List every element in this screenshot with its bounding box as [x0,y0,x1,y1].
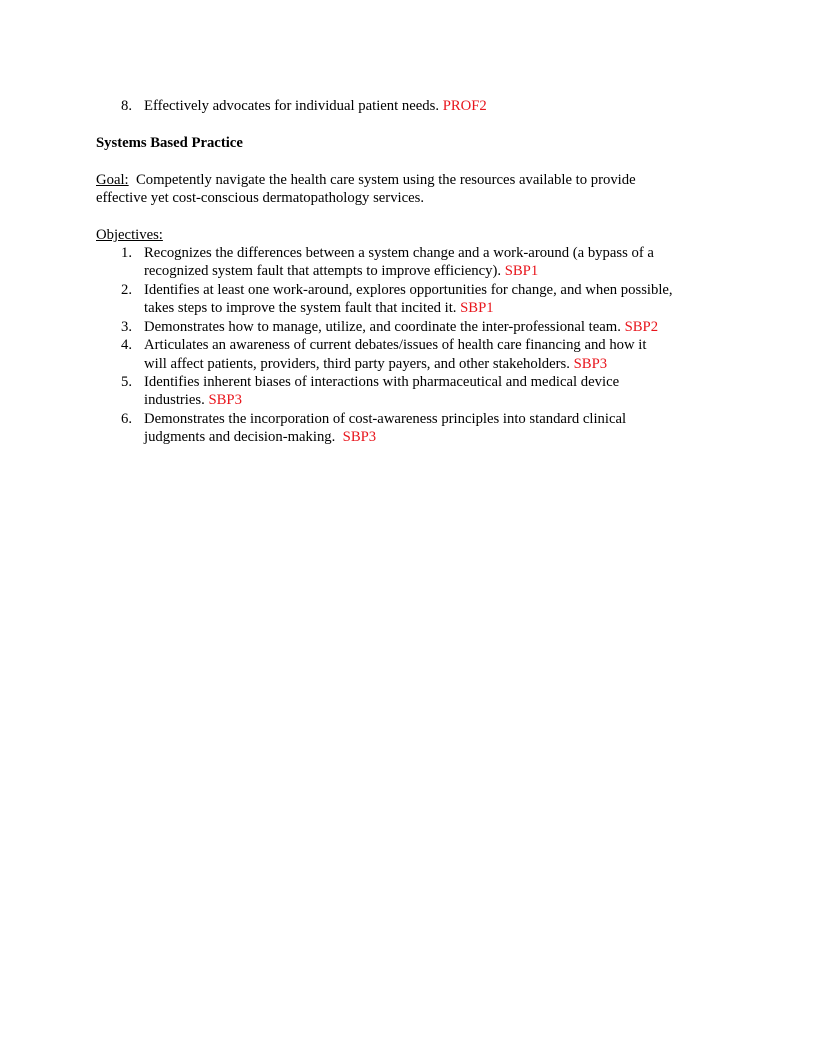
list-item-line: Identifies at least one work-around, explores opportunities for change, and when possible, [144,282,673,298]
goal-label: Goal: [96,172,129,188]
list-number: 8. [120,98,132,114]
competency-code: SBP3 [208,392,242,408]
list-number: 5. [120,374,132,390]
list-item-body: industries. [144,392,205,408]
goal-line-1 [96,171,636,189]
competency-code: SBP3 [342,429,377,445]
list-number: 6. [120,411,132,427]
list-item-line [144,391,242,409]
list-item-line [144,318,658,336]
list-item-line: Recognizes the differences between a system change and a work-around (a bypass of a [144,245,654,261]
list-item-body: recognized system fault that attempts to improve efficiency). [144,263,502,279]
goal-text-1: Competently navigate the health care system using the resources available to provide [135,172,636,188]
goal-line-2: effective yet cost-conscious dermatopathology services. [96,190,425,206]
list-number: 3. [120,319,132,335]
competency-code: SBP2 [624,319,659,335]
list-item-line [144,262,538,280]
competency-code: SBP3 [573,356,608,372]
list-item-line: Identifies inherent biases of interactions with pharmaceutical and medical device [144,374,620,390]
list-item-body: Demonstrates how to manage, utilize, and coordinate the inter-professional team. [144,319,621,335]
list-item-body: will affect patients, providers, third party payers, and other stakeholders. [144,356,570,372]
list-item-line [144,428,376,446]
list-number: 4. [120,337,132,353]
competency-code: PROF2 [442,98,487,114]
list-number: 1. [120,245,132,261]
list-item-line [144,355,607,373]
list-number: 2. [120,282,132,298]
list-item-body: Effectively advocates for individual patient needs. [144,98,440,114]
list-item-body: judgments and decision-making. [144,429,336,445]
list-item-body: takes steps to improve the system fault that incited it. [144,300,457,316]
list-item-line [144,299,494,317]
objectives-label: Objectives: [96,227,163,243]
competency-code: SBP1 [460,300,494,316]
list-item-line: Articulates an awareness of current debates/issues of health care financing and how it [144,337,647,353]
list-item-line: Demonstrates the incorporation of cost-awareness principles into standard clinical [144,411,627,427]
list-item-text [144,97,487,115]
competency-code: SBP1 [504,263,539,279]
section-title: Systems Based Practice [96,135,243,151]
